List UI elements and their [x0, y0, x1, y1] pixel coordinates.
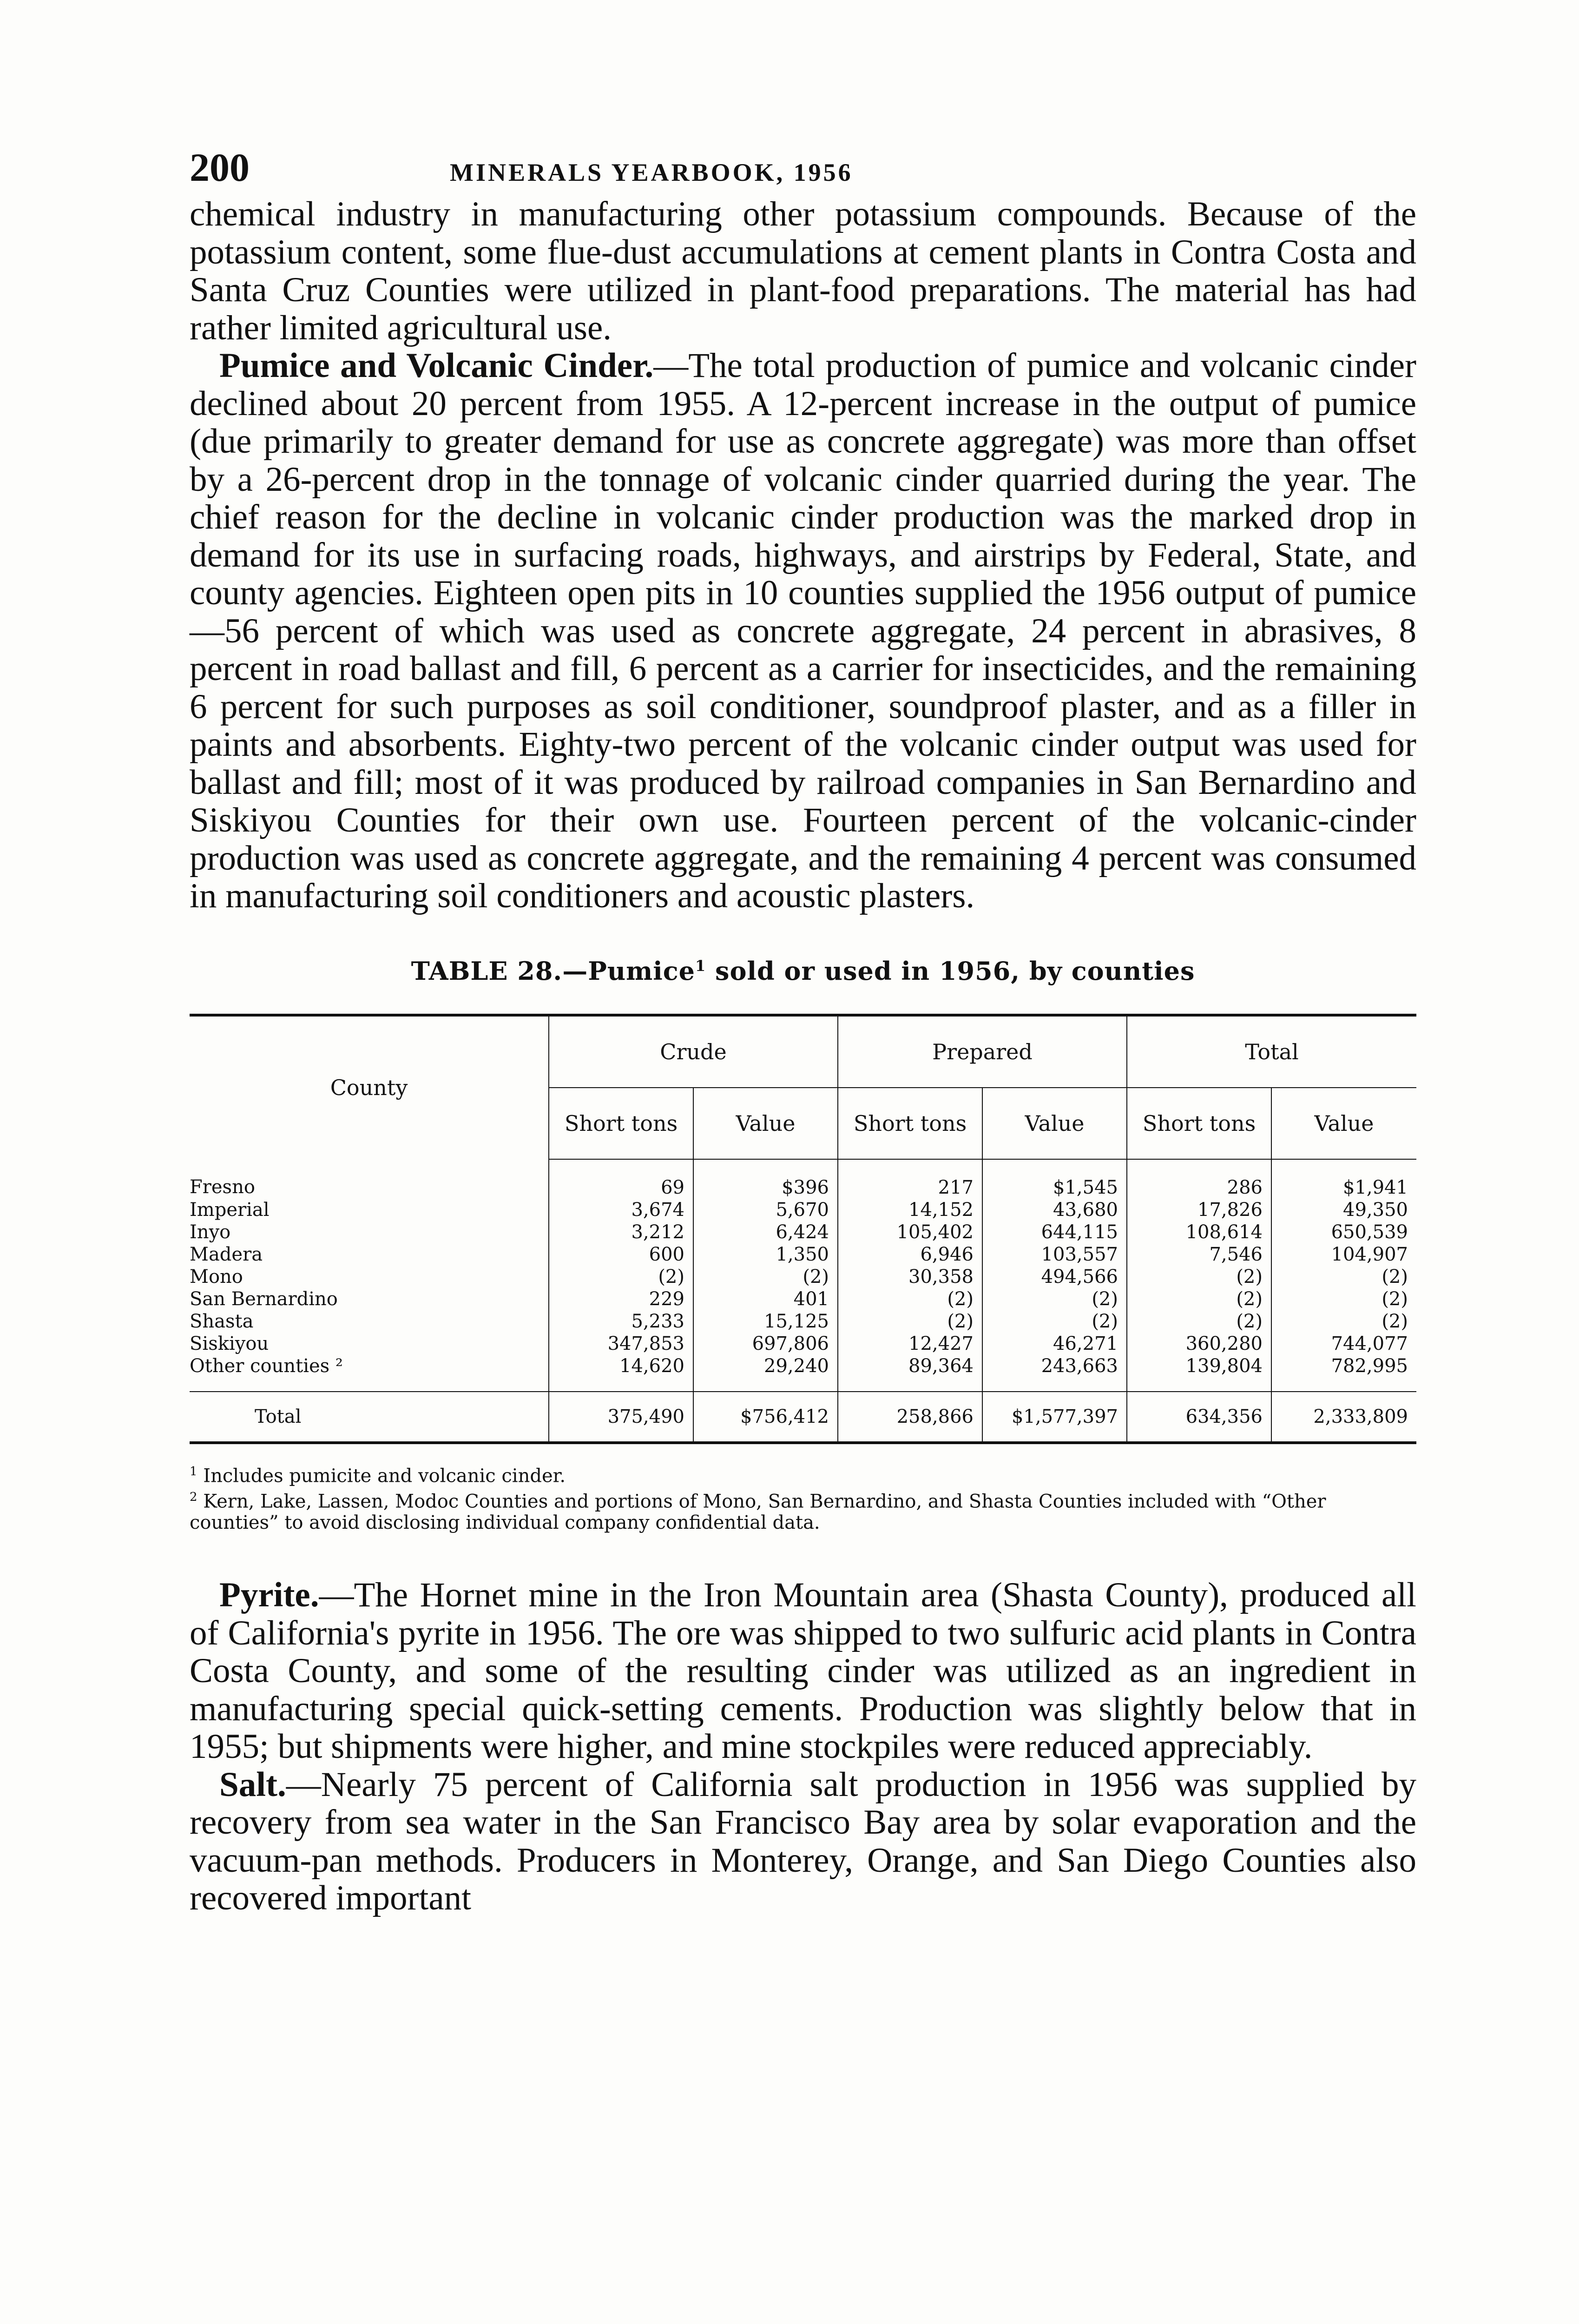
footnote-2: $^2$ Kern, Lake, Lassen, Modoc Counties and portions of Mono, San Bernardino, and Shasta Counties included with “Other counties” to avoid disclosing individual company confidential data.	[190, 1490, 1326, 1534]
body-text-bottom	[190, 1576, 1416, 1917]
table-row	[190, 1199, 1416, 1221]
cell-p-val: 43,680	[982, 1199, 1127, 1221]
cell-t-tons: (2)	[1127, 1266, 1271, 1288]
cell-p-val: $1,545	[982, 1159, 1127, 1199]
cell-c-tons: 600	[549, 1243, 693, 1266]
sub-short-tons: Short tons	[838, 1088, 982, 1159]
cell-county: San Bernardino	[190, 1288, 338, 1310]
cell-p-tons: 30,358	[838, 1266, 982, 1288]
table-row	[190, 1266, 1416, 1288]
cell-c-val: 6,424	[693, 1221, 838, 1243]
cell-c-tons: 347,853	[549, 1333, 693, 1355]
cell-t-tons: 139,804	[1127, 1355, 1271, 1392]
cell-c-tons: 5,233	[549, 1310, 693, 1333]
table-caption: TABLE 28.—Pumice$^1$ sold or used in 1956, by counties	[411, 956, 1195, 986]
cell-t-tons: 17,826	[1127, 1199, 1271, 1221]
cell-p-tons: 14,152	[838, 1199, 982, 1221]
cell-t-val: 49,350	[1271, 1199, 1416, 1221]
table-total-row	[190, 1392, 1416, 1443]
intro-paragraph: chemical industry in manufacturing other potassium compounds. Because of the potassium content, some flue-dust accumulations at cement plants in Contra Costa and Santa Cruz Counties were utilized in plant-food preparations. The material has had rather limited agricultural use.	[190, 195, 1416, 347]
cell-p-val: 103,557	[982, 1243, 1127, 1266]
pyrite-text: —The Hornet mine in the Iron Mountain area (Shasta County), produced all of California's pyrite in 1956. The ore was shipped to two sulfuric acid plants in Contra Costa County, and some of the resulting cinder was utilized as an ingredient in manufacturing special quick-setting cements. Production was slightly below that in 1955; but shipments were higher, and mine stockpiles were reduced appreciably.	[190, 1576, 1416, 1766]
cell-t-val: 2,333,809	[1271, 1392, 1416, 1443]
cell-county: Other counties ²	[190, 1355, 343, 1377]
running-title: MINERALS YEARBOOK, 1956	[450, 158, 853, 186]
cell-t-val: 650,539	[1271, 1221, 1416, 1243]
cell-t-val: (2)	[1271, 1266, 1416, 1288]
cell-p-tons: 89,364	[838, 1355, 982, 1392]
pumice-heading: Pumice and Volcanic Cinder.	[219, 346, 654, 385]
group-prepared: Prepared	[838, 1015, 1127, 1088]
sub-value: Value	[982, 1088, 1127, 1159]
cell-p-tons: 217	[838, 1159, 982, 1199]
cell-c-val: 5,670	[693, 1199, 838, 1221]
cell-c-tons: 3,674	[549, 1199, 693, 1221]
cell-p-val: $1,577,397	[982, 1392, 1127, 1443]
cell-t-tons: (2)	[1127, 1288, 1271, 1310]
cell-t-tons: 7,546	[1127, 1243, 1271, 1266]
cell-c-tons: 3,212	[549, 1221, 693, 1243]
cell-county: Imperial	[190, 1199, 270, 1221]
cell-t-val: $1,941	[1271, 1159, 1416, 1199]
sub-value: Value	[1271, 1088, 1416, 1159]
cell-c-tons: 229	[549, 1288, 693, 1310]
cell-t-val: (2)	[1271, 1310, 1416, 1333]
cell-p-val: (2)	[982, 1288, 1127, 1310]
table-row	[190, 1310, 1416, 1333]
cell-c-val: 697,806	[693, 1333, 838, 1355]
cell-county: Siskiyou	[190, 1333, 269, 1354]
cell-p-tons: 12,427	[838, 1333, 982, 1355]
cell-p-tons: 258,866	[838, 1392, 982, 1443]
cell-county: Shasta	[190, 1310, 254, 1332]
cell-county: Fresno	[190, 1176, 255, 1198]
salt-paragraph	[190, 1766, 1416, 1917]
pyrite-paragraph	[190, 1576, 1416, 1766]
cell-t-tons: (2)	[1127, 1310, 1271, 1333]
cell-t-val: 744,077	[1271, 1333, 1416, 1355]
cell-c-tons: 69	[549, 1159, 693, 1199]
table-row	[190, 1333, 1416, 1355]
sub-short-tons: Short tons	[1127, 1088, 1271, 1159]
cell-c-val: $756,412	[693, 1392, 838, 1443]
table-footnotes	[190, 1461, 1416, 1534]
cell-c-tons: 375,490	[549, 1392, 693, 1443]
cell-p-tons: (2)	[838, 1310, 982, 1333]
cell-p-val: 46,271	[982, 1333, 1127, 1355]
group-total: Total	[1127, 1015, 1416, 1088]
cell-p-val: (2)	[982, 1310, 1127, 1333]
table-row	[190, 1355, 1416, 1392]
cell-t-tons: 108,614	[1127, 1221, 1271, 1243]
pyrite-heading: Pyrite.	[219, 1576, 319, 1615]
cell-p-tons: (2)	[838, 1288, 982, 1310]
page-number: 200	[190, 145, 250, 190]
cell-p-val: 644,115	[982, 1221, 1127, 1243]
cell-county: Madera	[190, 1243, 263, 1265]
cell-c-val: (2)	[693, 1266, 838, 1288]
table-row	[190, 1243, 1416, 1266]
document-page	[190, 144, 1416, 1917]
cell-c-tons: 14,620	[549, 1355, 693, 1392]
table-row	[190, 1221, 1416, 1243]
cell-t-tons: 286	[1127, 1159, 1271, 1199]
pumice-table	[190, 1014, 1416, 1444]
cell-p-val: 243,663	[982, 1355, 1127, 1392]
cell-t-tons: 360,280	[1127, 1333, 1271, 1355]
cell-p-tons: 105,402	[838, 1221, 982, 1243]
body-text-top	[190, 195, 1416, 915]
cell-county: Total	[190, 1392, 549, 1443]
salt-heading: Salt.	[219, 1765, 286, 1804]
cell-county: Mono	[190, 1266, 243, 1287]
page-header	[190, 144, 1416, 195]
table-row	[190, 1288, 1416, 1310]
sub-value: Value	[693, 1088, 838, 1159]
col-county-header: County	[190, 1015, 549, 1159]
pumice-text: —The total production of pumice and volcanic cinder declined about 20 percent from 1955. A 12-percent increase in the output of pumice (due primarily to greater demand for use as concrete aggregate) was more than offset by a 26-percent drop in the tonnage of volcanic cinder quarried during the year. The chief reason for the decline in volcanic cinder production was the marked drop in demand for its use in surfacing roads, highways, and airstrips by Federal, State, and county agencies. Eighteen open pits in 10 counties supplied the 1956 output of pumice—56 percent of which was used as concrete aggregate, 24 percent in abrasives, 8 percent in road ballast and fill, 6 percent as a carrier for insecticides, and the remaining 6 percent for such purposes as soil conditioner, soundproof plaster, and as a filler in paints and absorbents. Eighty-two percent of the volcanic cinder output was used for ballast and fill; most of it was produced by railroad companies in San Bernardino and Siskiyou Counties for their own use. Fourteen percent of the volcanic-cinder production was used as concrete aggregate, and the remaining 4 percent was consumed in manufacturing soil conditioners and acoustic plasters.	[190, 346, 1416, 915]
cell-t-val: 782,995	[1271, 1355, 1416, 1392]
salt-text: —Nearly 75 percent of California salt production in 1956 was supplied by recovery from sea water in the San Francisco Bay area by solar evaporation and the vacuum-pan methods. Producers in Monterey, Orange, and San Diego Counties also recovered important	[190, 1765, 1416, 1918]
table-row	[190, 1159, 1416, 1199]
cell-p-val: 494,566	[982, 1266, 1127, 1288]
pumice-paragraph	[190, 347, 1416, 915]
cell-county: Inyo	[190, 1221, 231, 1243]
cell-c-val: 1,350	[693, 1243, 838, 1266]
cell-c-val: $396	[693, 1159, 838, 1199]
sub-short-tons: Short tons	[549, 1088, 693, 1159]
cell-c-val: 29,240	[693, 1355, 838, 1392]
cell-c-val: 401	[693, 1288, 838, 1310]
cell-p-tons: 6,946	[838, 1243, 982, 1266]
footnote-1: $^1$ Includes pumicite and volcanic cinder.	[190, 1464, 566, 1486]
group-crude: Crude	[549, 1015, 838, 1088]
cell-t-val: 104,907	[1271, 1243, 1416, 1266]
cell-c-val: 15,125	[693, 1310, 838, 1333]
cell-t-tons: 634,356	[1127, 1392, 1271, 1443]
cell-t-val: (2)	[1271, 1288, 1416, 1310]
cell-c-tons: (2)	[549, 1266, 693, 1288]
